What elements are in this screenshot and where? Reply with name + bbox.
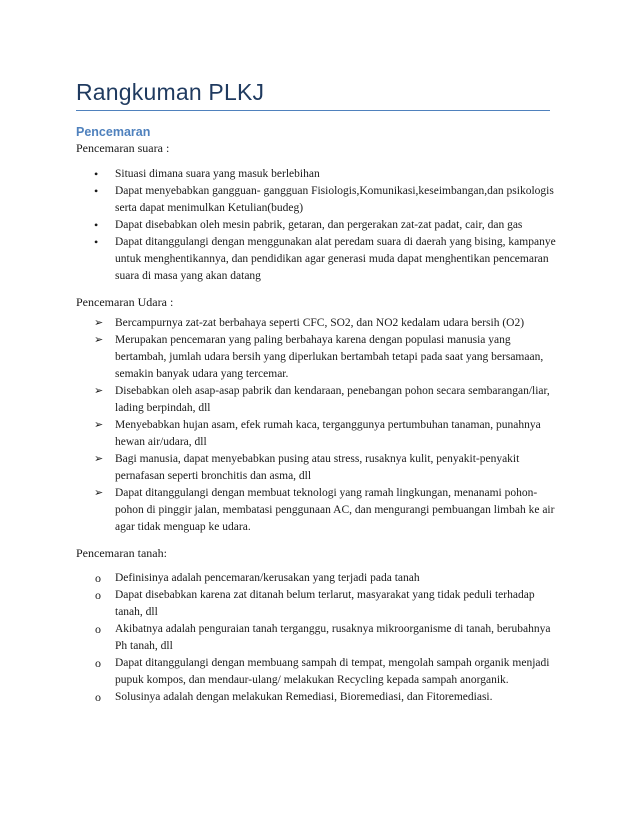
bullet-icon: • xyxy=(94,235,99,249)
bullet-icon: • xyxy=(94,167,99,181)
list-item: • Dapat menyebabkan gangguan- gangguan Fisiologis,Komunikasi,keseimbangan,dan psikologis serta dapat menimulkan Ketulian(budeg) xyxy=(94,184,554,214)
udara-list xyxy=(76,315,556,536)
list-item: ➢ Menyebabkan hujan asam, efek rumah kaca, terganggunya pertumbuhan tanaman, punahnya hewan air/udara, dll xyxy=(94,419,541,448)
udara-label: Pencemaran Udara : xyxy=(76,295,174,309)
bullet-icon: • xyxy=(94,218,99,232)
bullet-icon: • xyxy=(94,184,99,198)
arrow-bullet-icon: ➢ xyxy=(94,317,104,329)
circle-bullet-icon: o xyxy=(95,588,101,602)
list-item: • Dapat disebabkan oleh mesin pabrik, getaran, dan pergerakan zat-zat padat, cair, dan gas xyxy=(94,218,523,232)
list-item: ➢ Merupakan pencemaran yang paling berbahaya karena dengan populasi manusia yang bertambah, jumlah udara bersih yang diperlukan bertambah tetapi pada saat yang bersamaan, semakin banyak udara yang tercemar. xyxy=(94,334,544,380)
list-item: o Definisinya adalah pencemaran/kerusakan yang terjadi pada tanah xyxy=(95,571,420,585)
suara-list xyxy=(76,166,556,285)
circle-bullet-icon: o xyxy=(95,622,101,636)
list-item: o Akibatnya adalah penguraian tanah terganggu, rusaknya mikroorganisme di tanah, berubahnya Ph tanah, dll xyxy=(95,622,551,652)
document-title: Rangkuman PLKJ xyxy=(76,78,550,111)
arrow-bullet-icon: ➢ xyxy=(94,385,104,397)
circle-bullet-icon: o xyxy=(95,571,101,585)
arrow-bullet-icon: ➢ xyxy=(94,487,104,499)
list-item: • Dapat ditanggulangi dengan menggunakan alat peredam suara di daerah yang bising, kampanye untuk menghentikannya, dan pendidikan agar generasi muda dapat menghentikan pencemaran suara di masa yang akan datang xyxy=(94,235,556,282)
tanah-label: Pencemaran tanah: xyxy=(76,546,167,560)
section-heading: Pencemaran xyxy=(76,125,151,139)
document-page xyxy=(76,78,556,706)
suara-label: Pencemaran suara : xyxy=(76,141,170,155)
circle-bullet-icon: o xyxy=(95,656,101,670)
list-item: ➢ Disebabkan oleh asap-asap pabrik dan kendaraan, penebangan pohon secara sembarangan/liar, lading berpindah, dll xyxy=(94,385,550,414)
list-item: ➢ Bagi manusia, dapat menyebabkan pusing atau stress, rusaknya kulit, penyakit-penyakit pernafasan seperti bronchitis dan asma, dll xyxy=(94,453,520,482)
tanah-list xyxy=(76,570,556,706)
list-item: o Dapat ditanggulangi dengan membuang sampah di tempat, mengolah sampah organik menjadi pupuk kompos, dan mendaur-ulang/ melakukan Recycling kepada sampah anorganik. xyxy=(95,656,550,686)
arrow-bullet-icon: ➢ xyxy=(94,334,104,346)
list-item: ➢ Dapat ditanggulangi dengan membuat teknologi yang ramah lingkungan, menanami pohon-pohon di pinggir jalan, membatasi penggunaan AC, dan mengurangi pembuangan limbah ke air agar tidak menguap ke udara. xyxy=(94,487,555,533)
list-item: o Solusinya adalah dengan melakukan Remediasi, Bioremediasi, dan Fitoremediasi. xyxy=(95,690,493,704)
list-item: ➢ Bercampurnya zat-zat berbahaya seperti CFC, SO2, dan NO2 kedalam udara bersih (O2) xyxy=(76,315,556,332)
arrow-bullet-icon: ➢ xyxy=(94,453,104,465)
arrow-bullet-icon: ➢ xyxy=(94,419,104,431)
list-item: o Dapat disebabkan karena zat ditanah belum terlarut, masyarakat yang tidak peduli terhadap tanah, dll xyxy=(95,588,535,618)
circle-bullet-icon: o xyxy=(95,690,101,704)
list-item: • Situasi dimana suara yang masuk berlebihan xyxy=(94,167,320,181)
